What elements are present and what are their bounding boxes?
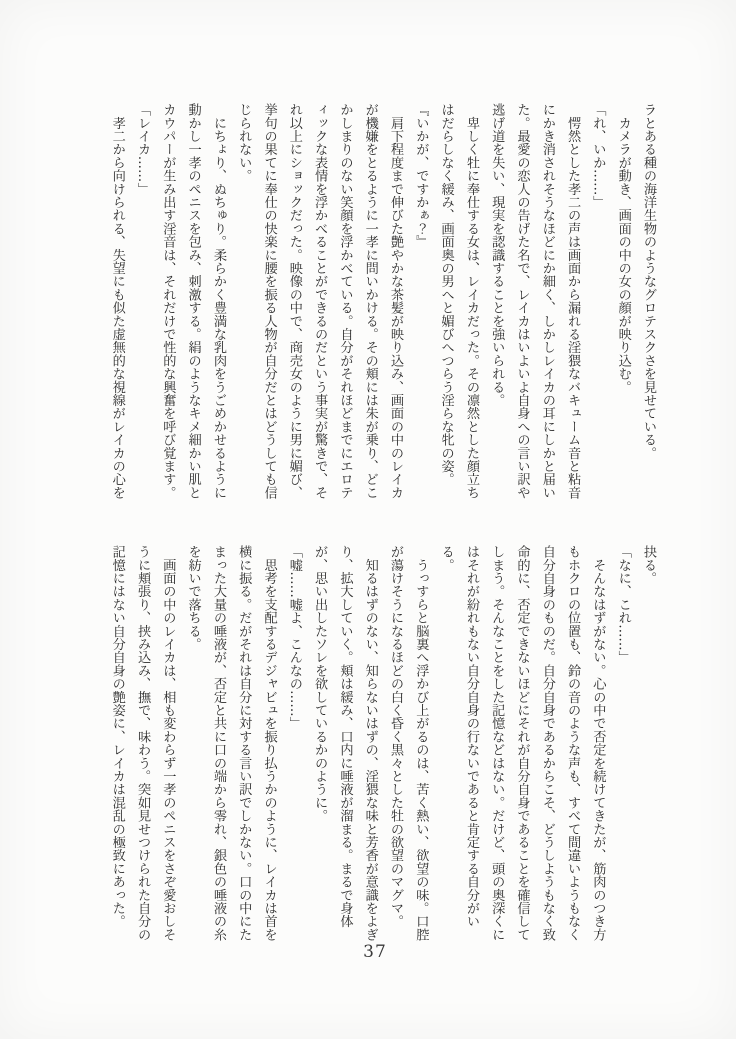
text-column: 愕然とした孝二の声は画面から漏れる淫猥なバキューム音と粘音: [565, 103, 581, 499]
text-column: にちょり、ぬちゅり。柔らかく豊満な乳肉をうごめかせるように: [210, 103, 226, 499]
text-column: 挙句の果てに奉仕の快楽に腰を振る人物が自分だとはどうしても信: [261, 103, 277, 499]
text-column: が、思い出したソレを欲しているかのように。: [312, 545, 328, 823]
text-column: 抉る。: [641, 545, 656, 585]
text-column: 孝二から向けられる、失望にも似た虚無的な視線がレイカの心を: [109, 103, 125, 499]
text-block-lower: [104, 545, 661, 945]
text-column: まった大量の唾液が、否定と共に口の端から零れ、銀色の唾液の糸: [210, 545, 226, 941]
text-column: 「れ、いか……」: [590, 103, 606, 209]
text-column: り、拡大していく。頬は緩み、口内に唾液が溜まる。まるで身体: [337, 545, 353, 928]
text-column: れ以上にショックだった。映像の中で、商売女のように男に媚び、: [286, 103, 302, 499]
text-column: 卑しく牡に奉仕する女は、レイカだった。その凛然とした顔立ち: [463, 103, 479, 499]
text-column: はそれが紛れもない自分自身の行ないであると肯定する自分がい: [463, 545, 479, 928]
text-column: かしまりのない笑顔を浮かべている。自分がそれほどまでにエロテ: [337, 103, 353, 499]
text-column: 『いかが、ですかぁ？』: [413, 103, 429, 249]
text-column: 横に振る。だがそれは自分に対する言い訳でしかない。口の中にた: [236, 545, 252, 941]
text-column: を紡いで落ちる。: [185, 545, 201, 651]
text-column: 「レイカ……」: [135, 103, 151, 196]
text-block-upper: [104, 103, 661, 503]
text-column: た。最愛の恋人の告げた名で、レイカはいよいよ自身への言い訳や: [514, 103, 530, 499]
text-column: 記憶にはない自分自身の艶姿に、レイカは混乱の極致にあった。: [109, 545, 125, 928]
text-column: 逃げ道を失い、現実を認識することを強いられる。: [489, 103, 505, 407]
text-column: しまう。そんなことをした記憶などはない。だけど、頭の奥深くに: [489, 545, 505, 941]
text-column: 肩下程度まで伸びた艶やかな茶髪が映り込み、画面の中のレイカ: [388, 103, 404, 499]
text-column: 「嘘……嘘よ、こんなの……」: [286, 545, 302, 730]
text-column: じられない。: [236, 103, 252, 183]
text-column: ィックな表情を浮かべることができるのだという事実が驚きで、そ: [312, 103, 328, 499]
text-column: 画面の中のレイカは、相も変わらず一孝のペニスをさぞ愛おしそ: [160, 545, 176, 941]
text-column: が機嫌をとるように一孝に問いかける。その頬には朱が乗り、どこ: [362, 103, 378, 499]
text-column: にかき消されそうなほどにか細く、しかしレイカの耳にしかと届い: [539, 103, 555, 499]
text-column: もホクロの位置も、鈴の音のような声も、すべて間違いようもなく: [565, 545, 581, 941]
text-column: 動かし一孝のペニスを包み、刺激する。絹のようなキメ細かい肌と: [185, 103, 201, 499]
text-column: 「なに、これ……」: [615, 545, 631, 664]
page-number: 37: [363, 942, 387, 962]
text-column: る。: [438, 545, 454, 572]
text-column: うっすらと脳裏へ浮かび上がるのは、苦く熱い、欲望の味。口腔: [413, 545, 429, 941]
text-column: ラとある種の海洋生物のようなグロテスクさを見せている。: [641, 103, 656, 460]
text-column: カウパーが生み出す淫音は、それだけで性的な興奮を呼び覚ます。: [160, 103, 176, 499]
text-column: カメラが動き、画面の中の女の顔が映り込む。: [615, 103, 631, 394]
text-column: が蕩けそうになるほどの白く昏く黒々とした牡の欲望のマグマ。: [388, 545, 404, 928]
text-column: そんなはずがない。心の中で否定を続けてきたが、筋肉のつき方: [590, 545, 606, 941]
text-column: 思考を支配するデジャビュを振り払うかのように、レイカは首を: [261, 545, 277, 941]
text-column: 自分自身のものだ。自分自身であるからこそ、どうしようもなく致: [539, 545, 555, 941]
text-column: 命的に、否定できないほどにそれが自分自身であることを確信して: [514, 545, 530, 941]
text-column: うに頬張り、挟み込み、撫で、味わう。突如見せつけられた自分の: [135, 545, 151, 941]
text-column: はだらしなく緩み、画面奥の男へと媚びへつらう淫らな牝の姿。: [438, 103, 454, 486]
text-column: 知るはずのない、知らないはずの、淫猥な味と芳香が意識をよぎ: [362, 545, 378, 941]
